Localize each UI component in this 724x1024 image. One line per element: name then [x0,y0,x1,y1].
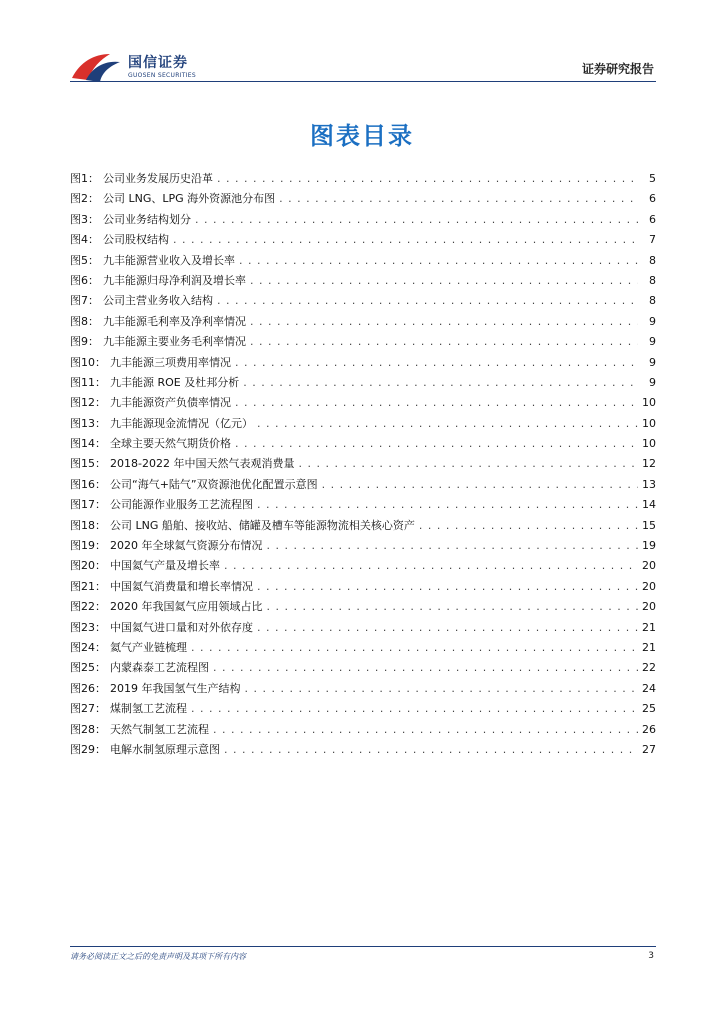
guosen-logo-icon [70,48,122,84]
toc-entry[interactable] [70,619,656,639]
brand-name-english: GUOSEN SECURITIES [128,72,197,79]
toc-page-number: 10 [642,416,656,430]
toc-figure-number: 图2： [70,192,99,206]
toc-dot-leader [213,661,638,674]
toc-dot-leader [257,621,638,634]
page-number: 3 [648,951,654,961]
toc-entry[interactable] [70,639,656,659]
toc-page-number: 20 [642,559,656,573]
toc-figure-number: 图20： [70,559,106,573]
toc-entry[interactable] [70,435,656,455]
toc-dot-leader [279,192,638,205]
toc-figure-title: 公司 LNG、LPG 海外资源池分布图 [103,192,276,206]
toc-figure-number: 图21： [70,579,106,593]
toc-figure-title: 2019 年我国氢气生产结构 [110,681,241,695]
toc-figure-number: 图4： [70,233,99,247]
toc-figure-title: 天然气制氢工艺流程 [110,722,209,736]
toc-entry[interactable] [70,170,656,190]
toc-entry[interactable] [70,476,656,496]
toc-page-number: 12 [642,457,656,471]
toc-page-number: 9 [649,314,656,328]
toc-dot-leader [235,396,638,409]
toc-figure-number: 图7： [70,294,99,308]
disclaimer-note: 请务必阅读正文之后的免责声明及其项下所有内容 [70,952,246,961]
toc-figure-title: 2018-2022 年中国天然气表观消费量 [110,457,295,471]
toc-figure-title: 九丰能源毛利率及净利率情况 [103,314,246,328]
toc-figure-number: 图11： [70,375,106,389]
toc-entry[interactable] [70,415,656,435]
toc-entry[interactable] [70,231,656,251]
page-header [0,0,724,90]
toc-page-number: 20 [642,600,656,614]
toc-entry[interactable] [70,190,656,210]
toc-dot-leader [213,723,638,736]
toc-dot-leader [250,335,638,348]
toc-page-number: 27 [642,742,656,756]
toc-page-number: 10 [642,437,656,451]
toc-figure-title: 九丰能源营业收入及增长率 [103,253,235,267]
toc-figure-title: 九丰能源三项费用率情况 [110,355,231,369]
toc-entry[interactable] [70,272,656,292]
toc-dot-leader [217,294,638,307]
toc-figure-number: 图14： [70,437,106,451]
toc-entry[interactable] [70,700,656,720]
toc-entry[interactable] [70,252,656,272]
toc-figure-number: 图28： [70,722,106,736]
toc-figure-title: 全球主要天然气期货价格 [110,437,231,451]
toc-page-number: 9 [649,355,656,369]
toc-dot-leader [191,702,638,715]
toc-page-number: 8 [649,253,656,267]
toc-dot-leader [243,376,638,389]
toc-entry[interactable] [70,659,656,679]
toc-entry[interactable] [70,517,656,537]
toc-entry[interactable] [70,354,656,374]
toc-entry[interactable] [70,374,656,394]
toc-dot-leader [224,559,638,572]
toc-figure-title: 内蒙森泰工艺流程图 [110,661,209,675]
toc-page-number: 6 [649,212,656,226]
toc-figure-number: 图23： [70,620,106,634]
toc-figure-number: 图29： [70,742,106,756]
toc-dot-leader [419,519,638,532]
toc-figure-number: 图12： [70,396,106,410]
toc-page-number: 21 [642,640,656,654]
toc-dot-leader [235,437,638,450]
toc-page-number: 21 [642,620,656,634]
toc-entry[interactable] [70,721,656,741]
toc-page-number: 7 [649,233,656,247]
toc-figure-title: 2020 年全球氦气资源分布情况 [110,539,263,553]
report-type-label: 证券研究报告 [581,62,654,76]
toc-entry[interactable] [70,211,656,231]
toc-figure-number: 图26： [70,681,106,695]
toc-figure-title: 2020 年我国氦气应用领域占比 [110,600,263,614]
toc-dot-leader [224,743,638,756]
toc-entry[interactable] [70,741,656,761]
toc-dot-leader [239,254,638,267]
brand-name: 国信证券 [128,55,188,71]
toc-figure-title: 煤制氢工艺流程 [110,702,187,716]
header-divider [70,81,656,82]
toc-dot-leader [298,457,638,470]
toc-page-number: 5 [649,172,656,185]
toc-figure-number: 图18： [70,518,106,532]
footer-divider [70,946,656,947]
toc-figure-number: 图5： [70,253,99,267]
toc-figure-number: 图1： [70,172,99,185]
toc-page-number: 8 [649,273,656,287]
toc-figure-number: 图9： [70,335,99,349]
toc-dot-leader [257,498,638,511]
toc-page-number: 15 [642,518,656,532]
toc-entry[interactable] [70,578,656,598]
toc-dot-leader [250,315,638,328]
toc-figure-title: 中国氦气消费量和增长率情况 [110,579,253,593]
toc-figure-number: 图22： [70,600,106,614]
toc-figure-number: 图10： [70,355,106,369]
toc-dot-leader [267,600,639,613]
page-title: 图表目录 [310,122,414,150]
toc-figure-number: 图24： [70,640,106,654]
toc-entry[interactable] [70,557,656,577]
toc-figure-number: 图25： [70,661,106,675]
toc-figure-number: 图8： [70,314,99,328]
toc-figure-number: 图13： [70,416,106,430]
toc-page-number: 25 [642,702,656,716]
toc-figure-title: 公司能源作业服务工艺流程图 [110,498,253,512]
toc-figure-number: 图19： [70,539,106,553]
toc-page-number: 9 [649,335,656,349]
toc-figure-title: 中国氦气进口量和对外依存度 [110,620,253,634]
toc-dot-leader [217,172,638,185]
toc-page-number: 20 [642,579,656,593]
toc-page-number: 10 [642,396,656,410]
toc-figure-title: 九丰能源归母净利润及增长率 [103,273,246,287]
toc-entry[interactable] [70,394,656,414]
toc-dot-leader [191,641,638,654]
toc-page-number: 24 [642,681,656,695]
toc-figure-number: 图17： [70,498,106,512]
toc-figure-title: 公司股权结构 [103,233,169,247]
toc-dot-leader [322,478,638,491]
toc-dot-leader [267,539,639,552]
toc-dot-leader [173,233,638,246]
toc-figure-number: 图16： [70,477,106,491]
toc-figure-title: 九丰能源现金流情况（亿元） [110,416,253,430]
toc-dot-leader [257,417,638,430]
toc-page-number: 6 [649,192,656,206]
toc-page-number: 22 [642,661,656,675]
toc-figure-title: 电解水制氢原理示意图 [110,742,220,756]
toc-figure-title: 公司 LNG 船舶、接收站、储罐及槽车等能源物流相关核心资产 [110,518,415,532]
toc-figure-number: 图6： [70,273,99,287]
toc-page-number: 13 [642,477,656,491]
toc-figure-title: 公司主营业务收入结构 [103,294,213,308]
toc-figure-title: 公司业务发展历史沿革 [103,172,213,185]
toc-entry[interactable] [70,313,656,333]
toc-page-number: 14 [642,498,656,512]
toc-figure-title: 氦气产业链梳理 [110,640,187,654]
toc-figure-title: 九丰能源主要业务毛利率情况 [103,335,246,349]
toc-page-number: 9 [649,375,656,389]
toc-dot-leader [245,682,639,695]
toc-page-number: 8 [649,294,656,308]
toc-dot-leader [235,356,638,369]
toc-dot-leader [195,213,638,226]
toc-entry[interactable] [70,680,656,700]
toc-figure-number: 图27： [70,702,106,716]
toc-entry[interactable] [70,292,656,312]
toc-entry[interactable] [70,496,656,516]
toc-entry[interactable] [70,537,656,557]
toc-entry[interactable] [70,455,656,475]
toc-figure-title: 公司业务结构划分 [103,212,191,226]
toc-figure-title: 九丰能源资产负债率情况 [110,396,231,410]
figure-table-of-contents [70,170,656,761]
toc-dot-leader [257,580,638,593]
toc-figure-number: 图3： [70,212,99,226]
toc-page-number: 26 [642,722,656,736]
toc-page-number: 19 [642,539,656,553]
toc-figure-title: 九丰能源 ROE 及杜邦分析 [110,375,240,389]
toc-entry[interactable] [70,333,656,353]
toc-dot-leader [250,274,638,287]
toc-figure-title: 中国氦气产量及增长率 [110,559,220,573]
toc-entry[interactable] [70,598,656,618]
toc-figure-number: 图15： [70,457,106,471]
toc-figure-title: 公司“海气+陆气”双资源池优化配置示意图 [110,477,318,491]
